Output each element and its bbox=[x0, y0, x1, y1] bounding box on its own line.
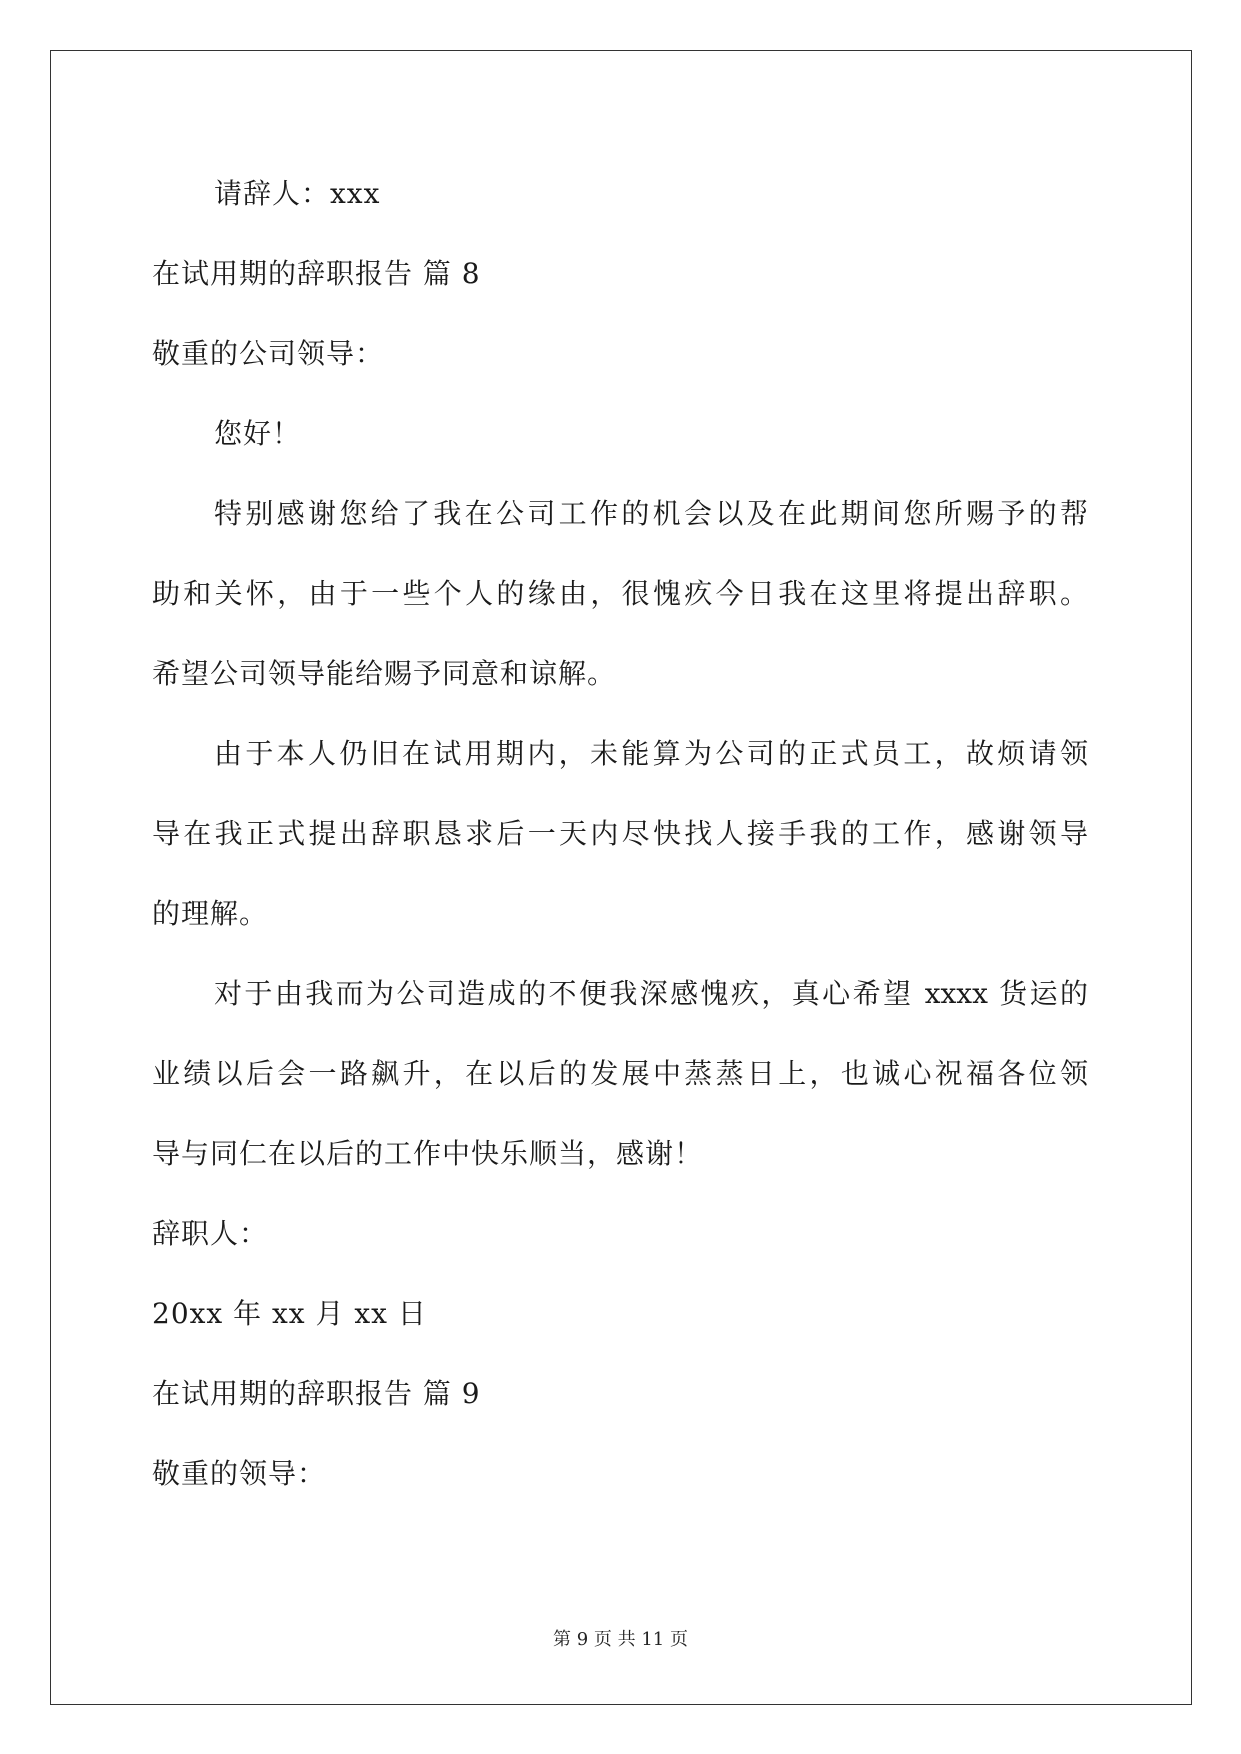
date-line: 20xx 年 xx 月 xx 日 bbox=[152, 1297, 427, 1330]
paragraph-line: 业绩以后会一路飙升，在以后的发展中蒸蒸日上，也诚心祝福各位领 bbox=[152, 1057, 1088, 1090]
paragraph-line: 希望公司领导能给赐予同意和谅解。 bbox=[152, 657, 617, 690]
signature-label: 辞职人： bbox=[152, 1217, 269, 1250]
paragraph-line: 对于由我而为公司造成的不便我深感愧疚，真心希望 xxxx 货运的 bbox=[214, 977, 1088, 1010]
salutation: 敬重的领导： bbox=[152, 1457, 327, 1490]
resigner-line: 请辞人：xxx bbox=[214, 177, 381, 210]
paragraph-line: 助和关怀，由于一些个人的缘由，很愧疚今日我在这里将提出辞职。 bbox=[152, 577, 1088, 610]
salutation: 敬重的公司领导： bbox=[152, 337, 385, 370]
greeting: 您好！ bbox=[214, 417, 302, 450]
paragraph-line: 的理解。 bbox=[152, 897, 269, 930]
paragraph-line: 由于本人仍旧在试用期内，未能算为公司的正式员工，故烦请领 bbox=[214, 737, 1088, 770]
paragraph-line: 特别感谢您给了我在公司工作的机会以及在此期间您所赐予的帮 bbox=[214, 497, 1088, 530]
section-heading-9: 在试用期的辞职报告 篇 9 bbox=[152, 1377, 481, 1410]
paragraph-line: 导在我正式提出辞职恳求后一天内尽快找人接手我的工作，感谢领导 bbox=[152, 817, 1088, 850]
page-number: 第 9 页 共 11 页 bbox=[553, 1629, 688, 1650]
paragraph-line: 导与同仁在以后的工作中快乐顺当，感谢！ bbox=[152, 1137, 704, 1170]
section-heading-8: 在试用期的辞职报告 篇 8 bbox=[152, 257, 481, 290]
